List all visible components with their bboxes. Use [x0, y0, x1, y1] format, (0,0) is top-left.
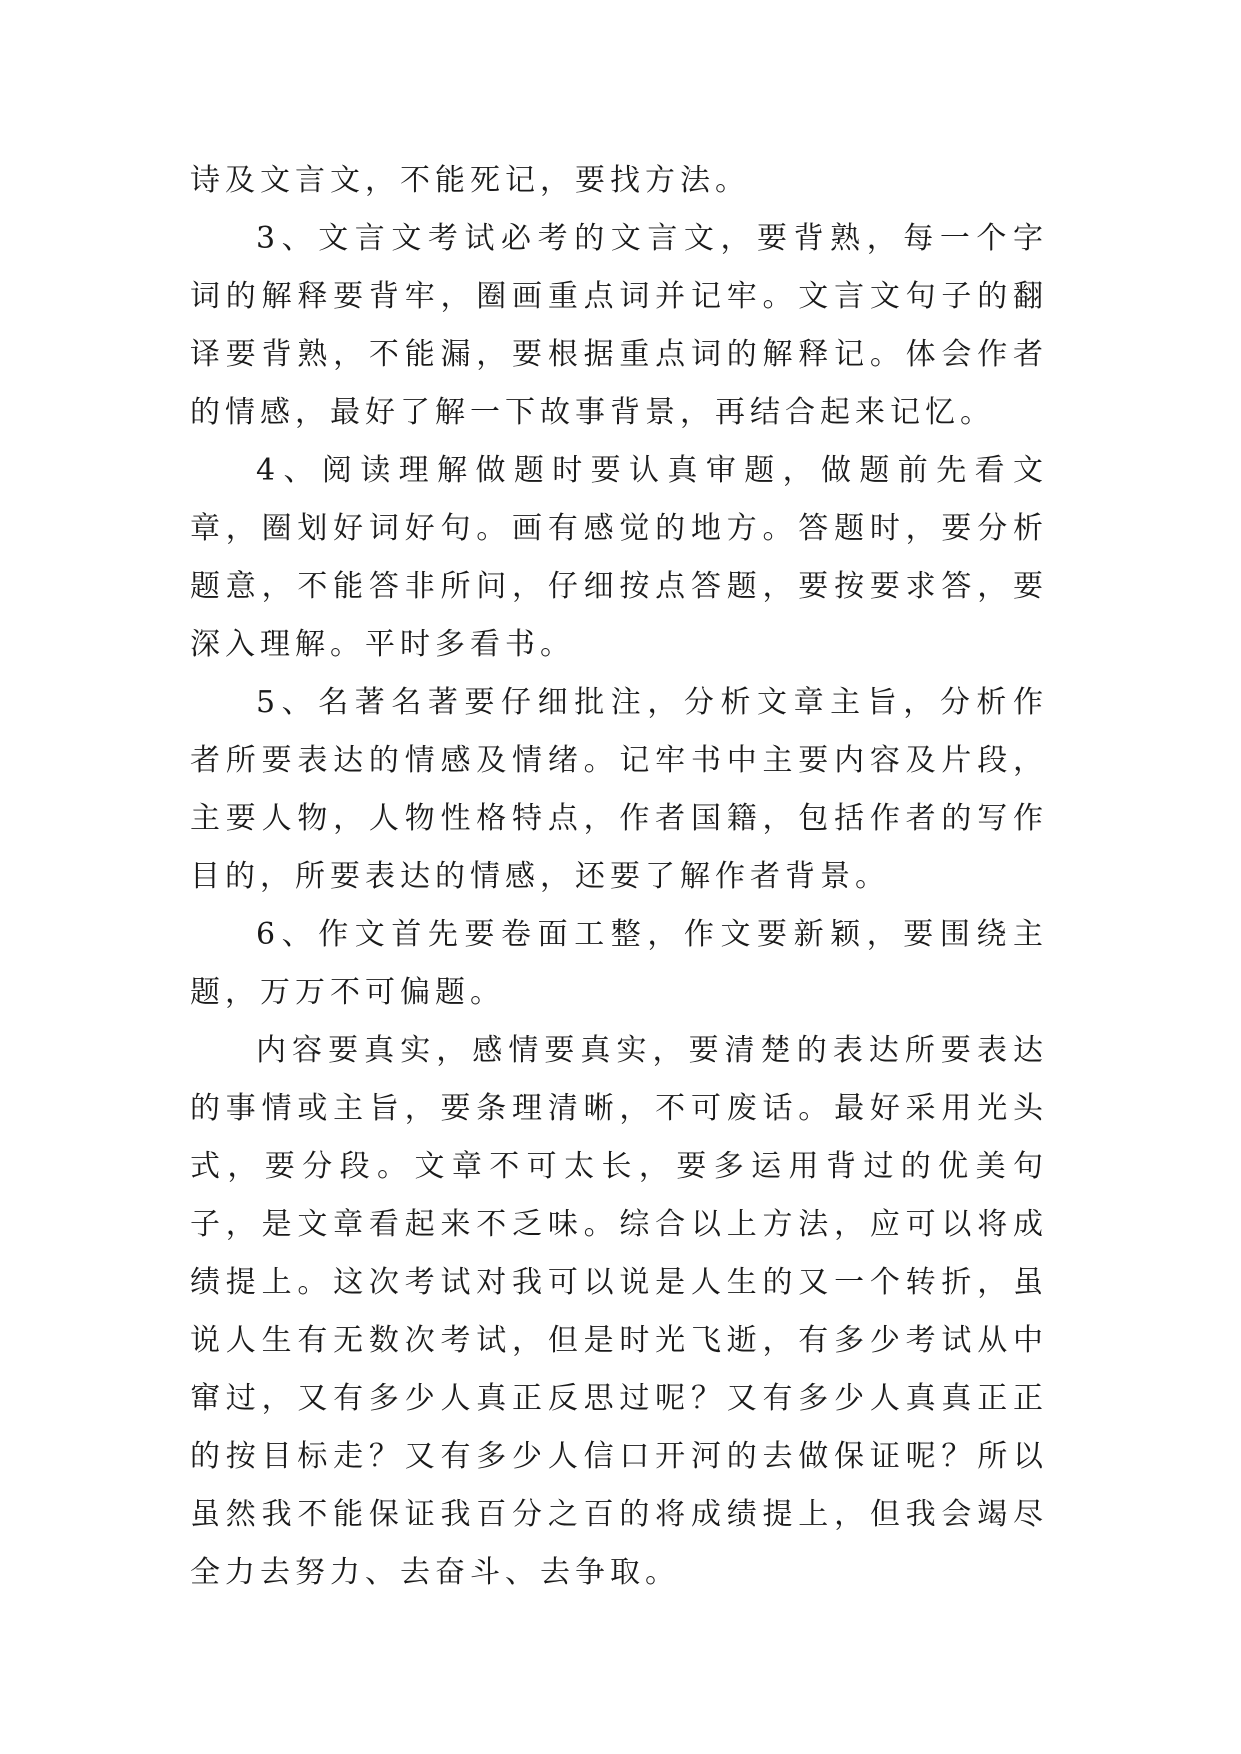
paragraph-continuation: 诗及文言文，不能死记，要找方法。: [190, 163, 750, 198]
document-body: [190, 152, 1048, 1602]
paragraph-item-4: 4、阅读理解做题时要认真审题，做题前先看文章，圈划好词好句。画有感觉的地方。答题时，要分析题意，不能答非所问，仔细按点答题，要按要求答，要深入理解。平时多看书。: [190, 453, 1048, 662]
paragraph-item-6: 6、作文首先要卷面工整，作文要新颖，要围绕主题，万万不可偏题。: [190, 917, 1048, 1010]
paragraph-item-3: 3、文言文考试必考的文言文，要背熟，每一个字词的解释要背牢，圈画重点词并记牢。文言文句子的翻译要背熟，不能漏，要根据重点词的解释记。体会作者的情感，最好了解一下故事背景，再结合起来记忆。: [190, 221, 1048, 430]
paragraph-conclusion: 内容要真实，感情要真实，要清楚的表达所要表达的事情或主旨，要条理清晰，不可废话。最好采用光头式，要分段。文章不可太长，要多运用背过的优美句子，是文章看起来不乏味。综合以上方法，应可以将成绩提上。这次考试对我可以说是人生的又一个转折，虽说人生有无数次考试，但是时光飞逝，有多少考试从中窜过，又有多少人真正反思过呢？又有多少人真真正正的按目标走？又有多少人信口开河的去做保证呢？所以虽然我不能保证我百分之百的将成绩提上，但我会竭尽全力去努力、去奋斗、去争取。: [190, 1033, 1048, 1590]
paragraph-item-5: 5、名著名著要仔细批注，分析文章主旨，分析作者所要表达的情感及情绪。记牢书中主要内容及片段，主要人物，人物性格特点，作者国籍，包括作者的写作目的，所要表达的情感，还要了解作者背景。: [190, 685, 1048, 894]
